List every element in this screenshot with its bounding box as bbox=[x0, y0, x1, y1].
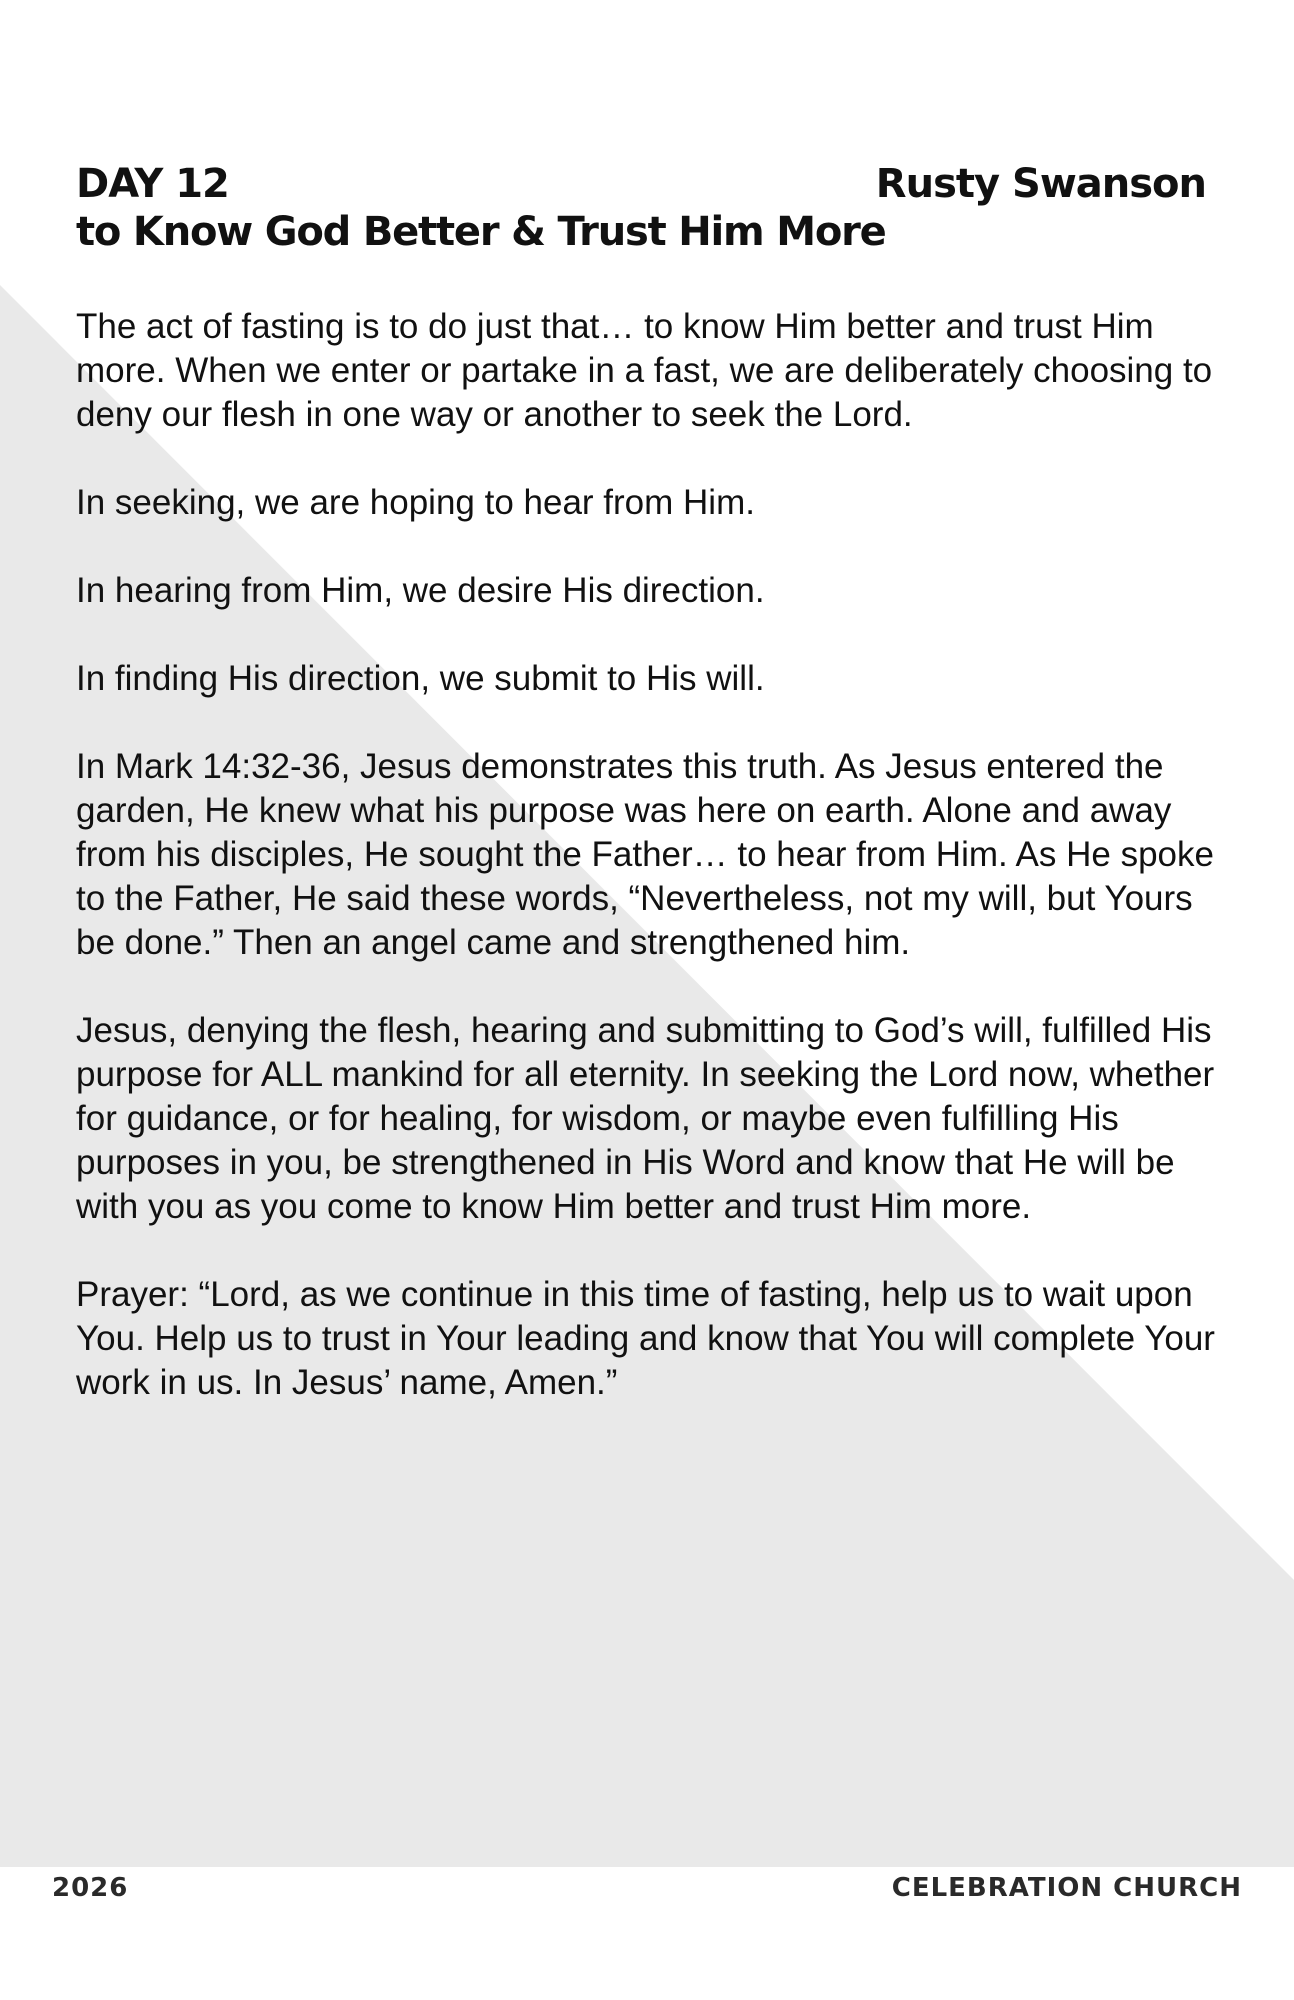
paragraph: In hearing from Him, we desire His direction. bbox=[76, 571, 765, 610]
devotional-body bbox=[76, 305, 1226, 1449]
prayer-paragraph: Prayer: “Lord, as we continue in this time of fasting, help us to wait upon You. Help us to trust in Your leading and know that You will complete Your work in us. In Jesus’ name, Amen.” bbox=[76, 1275, 1215, 1402]
page-footer bbox=[0, 1867, 1294, 2000]
paragraph: In Mark 14:32-36, Jesus demonstrates this truth. As Jesus entered the garden, He knew what his purpose was here on earth. Alone and away from his disciples, He sought the Father… to hear from Him. As He spoke to the Father, He said these words, “Nevertheless, not my will, but Yours be done.” Then an angel came and strengthened him. bbox=[76, 747, 1214, 962]
paragraph: In finding His direction, we submit to His will. bbox=[76, 659, 765, 698]
paragraph: Jesus, denying the flesh, hearing and submitting to God’s will, fulfilled His purpose for ALL mankind for all eternity. In seeking the Lord now, whether for guidance, or for healing, for wisdom, or maybe even fulfilling His purposes in you, be strengthened in His Word and know that He will be with you as you come to know Him better and trust Him more. bbox=[76, 1011, 1215, 1226]
footer-church-name: CELEBRATION CHURCH bbox=[891, 1873, 1242, 1903]
devotional-title: to Know God Better & Trust Him More bbox=[76, 209, 886, 255]
footer-year: 2026 bbox=[52, 1873, 129, 1903]
paragraph: The act of fasting is to do just that… to know Him better and trust Him more. When we enter or partake in a fast, we are deliberately choosing to deny our flesh in one way or another to seek the Lord. bbox=[76, 307, 1213, 434]
author-name: Rusty Swanson bbox=[875, 161, 1206, 207]
day-label: DAY 12 bbox=[76, 161, 229, 207]
paragraph: In seeking, we are hoping to hear from Him. bbox=[76, 483, 755, 522]
